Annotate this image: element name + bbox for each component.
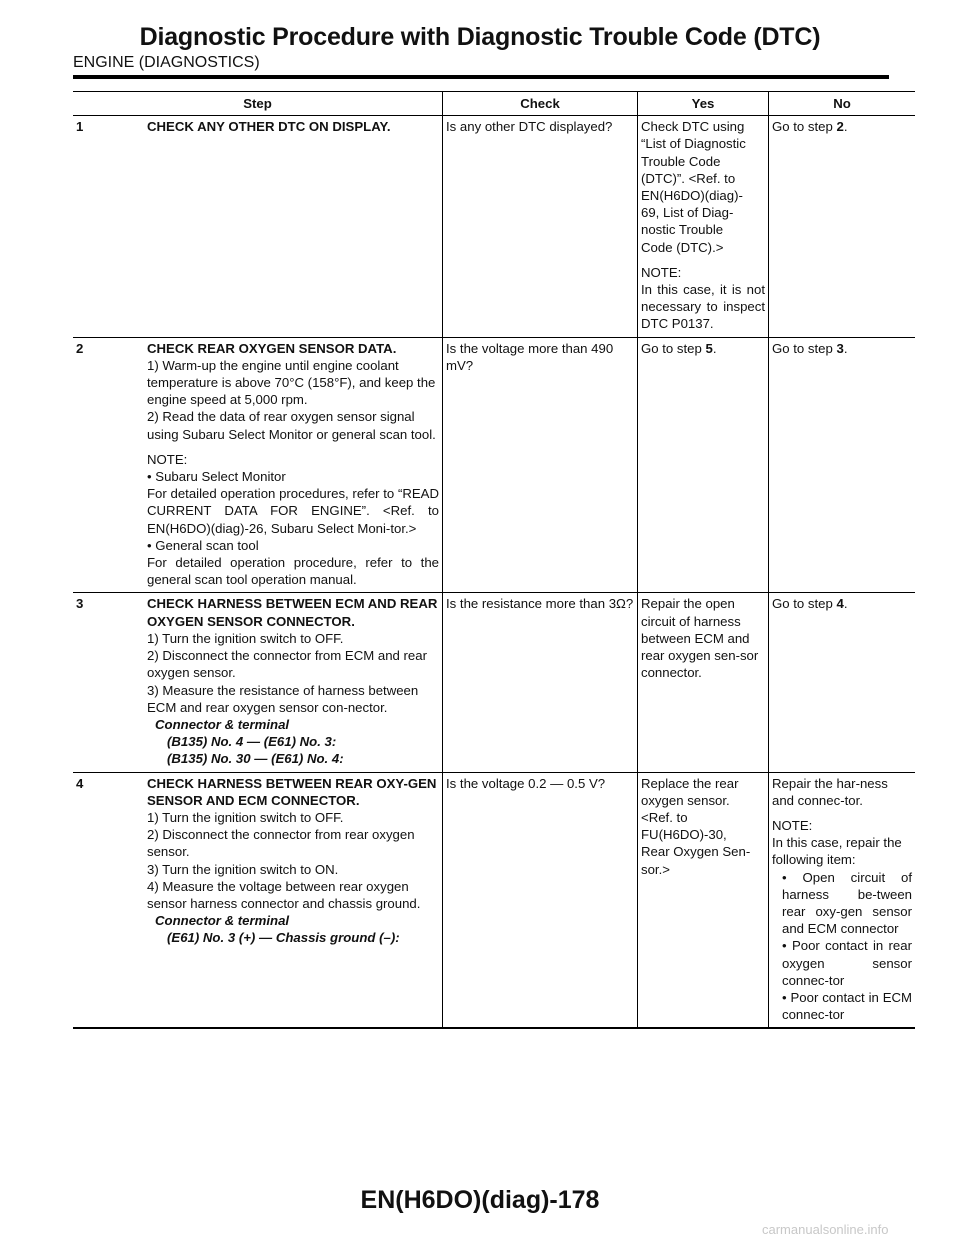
- section-name: ENGINE (DIAGNOSTICS): [73, 54, 260, 71]
- yes-text: Trouble Code: [641, 153, 721, 169]
- table-row: [73, 116, 915, 337]
- yes-text: <Ref. to: [641, 809, 688, 825]
- step-number: 2: [76, 340, 84, 356]
- step-cell: [73, 593, 443, 772]
- step-instruction: 4) Measure the voltage between rear oxygen sensor harness connector and chassis ground.: [147, 878, 421, 911]
- step-cell: [73, 116, 443, 337]
- step-cell: [73, 337, 443, 593]
- goto-prefix: Go to step: [772, 119, 837, 135]
- step-instruction: 3) Turn the ignition switch to ON.: [147, 861, 339, 877]
- yes-text: 69, List of Diag-: [641, 205, 734, 221]
- step-instruction: 2) Read the data of rear oxygen sensor signal using Subaru Select Monitor or general scan tool.: [147, 409, 436, 442]
- goto-prefix: Go to step: [772, 596, 837, 612]
- note-label: NOTE:: [641, 264, 682, 280]
- watermark: carmanualsonline.info: [762, 1222, 889, 1237]
- step-instruction: 2) Disconnect the connector from ECM and rear oxygen sensor.: [147, 648, 427, 681]
- check-cell: Is any other DTC displayed?: [443, 116, 638, 337]
- yes-text: Replace the rear: [641, 775, 739, 791]
- note-bullet: • Poor contact in rear oxygen sensor connec-tor: [772, 937, 912, 989]
- step-instruction: 1) Turn the ignition switch to OFF.: [147, 630, 344, 646]
- yes-text: FU(H6DO)-30,: [641, 827, 727, 843]
- yes-text: oxygen sensor.: [641, 792, 730, 808]
- goto-step: 2: [836, 119, 844, 135]
- connector-terminal-line: (B135) No. 4 — (E61) No. 3:: [167, 734, 337, 750]
- check-cell: Is the resistance more than 3Ω?: [443, 593, 638, 772]
- connector-terminal-line: (B135) No. 30 — (E61) No. 4:: [167, 751, 344, 767]
- check-cell: Is the voltage 0.2 — 0.5 V?: [443, 772, 638, 1028]
- note-text: For detailed operation procedures, refer to “READ CURRENT DATA FOR ENGINE”. <Ref. to EN(H6DO)(diag)-26, Subaru Select Moni-tor.>: [147, 486, 439, 536]
- step-title: CHECK ANY OTHER DTC ON DISPLAY.: [147, 119, 391, 135]
- header-check: Check: [443, 92, 638, 116]
- yes-text: sor.>: [641, 861, 670, 877]
- note-label: NOTE:: [147, 451, 188, 467]
- step-instruction: 2) Disconnect the connector from rear oxygen sensor.: [147, 827, 415, 860]
- note-text: In this case, it is not necessary to inspect DTC P0137.: [641, 282, 765, 332]
- step-title: CHECK HARNESS BETWEEN REAR OXY-GEN SENSOR AND ECM CONNECTOR.: [147, 775, 437, 808]
- check-cell: Is the voltage more than 490 mV?: [443, 337, 638, 593]
- table-header-row: [73, 92, 915, 116]
- yes-cell: [638, 116, 769, 337]
- goto-step: 5: [705, 340, 713, 356]
- step-instruction: 3) Measure the resistance of harness between ECM and rear oxygen sensor con-nector.: [147, 682, 419, 715]
- header-no: No: [769, 92, 916, 116]
- goto-prefix: Go to step: [641, 340, 706, 356]
- goto-suffix: .: [843, 596, 848, 612]
- note-bullet: • Poor contact in ECM connec-tor: [772, 989, 912, 1023]
- goto-step: 3: [836, 340, 844, 356]
- yes-text: nostic Trouble: [641, 222, 724, 238]
- table-row: [73, 337, 915, 593]
- step-title: CHECK REAR OXYGEN SENSOR DATA.: [147, 340, 397, 356]
- diagnostic-procedure-table: [73, 91, 915, 1029]
- table-row: [73, 772, 915, 1028]
- no-cell: [769, 337, 916, 593]
- yes-text: Code (DTC).>: [641, 239, 724, 255]
- yes-text: (DTC)”. <Ref. to: [641, 170, 736, 186]
- header-step: Step: [73, 92, 443, 116]
- yes-text: EN(H6DO)(diag)-: [641, 188, 743, 204]
- connector-terminal-label: Connector & terminal: [155, 913, 290, 929]
- connector-terminal-label: Connector & terminal: [155, 716, 290, 732]
- page-number: EN(H6DO)(diag)-178: [360, 1186, 600, 1214]
- goto-prefix: Go to step: [772, 340, 837, 356]
- note-bullet: • Subaru Select Monitor: [147, 468, 439, 485]
- step-number: 1: [76, 119, 84, 135]
- no-cell: [769, 772, 916, 1028]
- note-bullet: • Open circuit of harness be-tween rear oxy-gen sensor and ECM connector: [772, 869, 912, 938]
- yes-text: Check DTC using: [641, 119, 745, 135]
- header-yes: Yes: [638, 92, 769, 116]
- yes-text: “List of Diagnostic: [641, 136, 746, 152]
- yes-cell: [638, 337, 769, 593]
- yes-cell: [638, 772, 769, 1028]
- no-cell: [769, 593, 916, 772]
- goto-suffix: .: [712, 340, 717, 356]
- step-number: 4: [76, 775, 84, 791]
- no-text: Repair the har-ness and connec-tor.: [772, 775, 888, 808]
- note-text: In this case, repair the following item:: [772, 835, 902, 868]
- yes-cell: Repair the open circuit of harness between ECM and rear oxygen sen-sor connector.: [638, 593, 769, 772]
- step-cell: [73, 772, 443, 1028]
- step-instruction: 1) Turn the ignition switch to OFF.: [147, 809, 344, 825]
- connector-terminal-line: (E61) No. 3 (+) — Chassis ground (–):: [167, 930, 400, 946]
- table-row: [73, 593, 915, 772]
- step-number: 3: [76, 596, 84, 612]
- page-title: Diagnostic Procedure with Diagnostic Trouble Code (DTC): [139, 23, 821, 51]
- goto-step: 4: [836, 596, 844, 612]
- goto-suffix: .: [843, 119, 848, 135]
- note-bullet: • General scan tool: [147, 537, 439, 554]
- note-label: NOTE:: [772, 817, 813, 833]
- header-rule: [73, 75, 889, 79]
- step-title: CHECK HARNESS BETWEEN ECM AND REAR OXYGEN SENSOR CONNECTOR.: [147, 596, 438, 629]
- step-instruction: 1) Warm-up the engine until engine coolant temperature is above 70°C (158°F), and keep the engine speed at 5,000 rpm.: [147, 357, 436, 408]
- note-text: For detailed operation procedure, refer to the general scan tool operation manual.: [147, 555, 439, 588]
- no-cell: [769, 116, 916, 337]
- goto-suffix: .: [843, 340, 848, 356]
- yes-text: Rear Oxygen Sen-: [641, 844, 751, 860]
